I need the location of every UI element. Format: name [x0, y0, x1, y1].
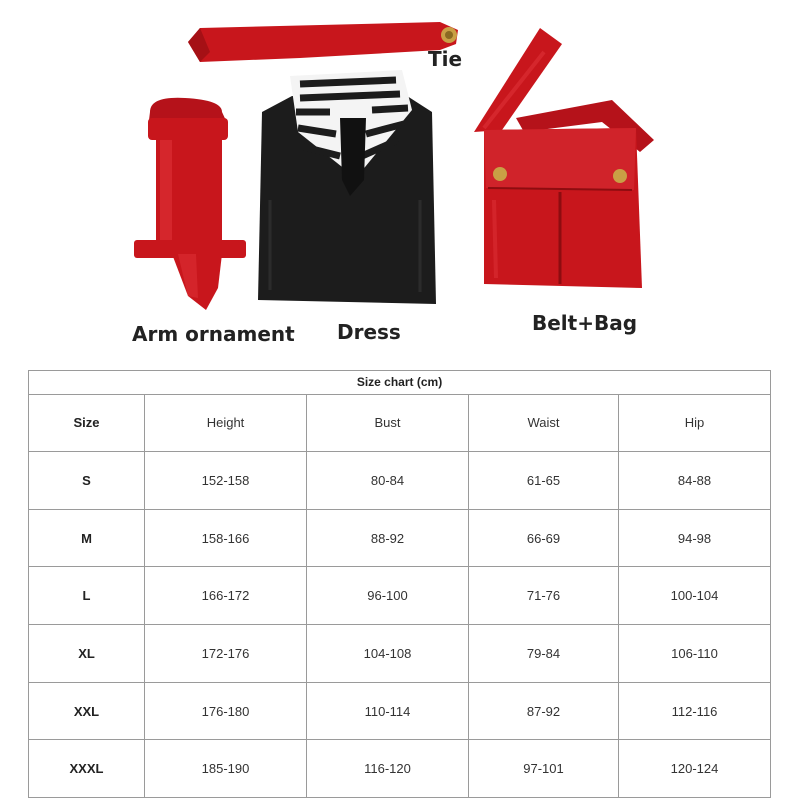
hip-cell: 84-88: [619, 452, 771, 510]
size-cell: XXL: [29, 682, 145, 740]
hip-cell: 100-104: [619, 567, 771, 625]
waist-cell: 66-69: [469, 509, 619, 567]
product-photo-area: [0, 0, 800, 360]
bust-cell: 104-108: [307, 625, 469, 683]
tie-image: [188, 22, 458, 62]
belt-bag-caption: Belt+Bag: [532, 311, 638, 335]
waist-cell: 97-101: [469, 740, 619, 798]
size-chart-title: Size chart (cm): [29, 371, 771, 395]
header-waist: Waist: [469, 394, 619, 452]
table-row: [29, 567, 771, 625]
table-row: [29, 682, 771, 740]
bust-cell: 110-114: [307, 682, 469, 740]
height-cell: 172-176: [145, 625, 307, 683]
table-row: [29, 625, 771, 683]
table-row: [29, 452, 771, 510]
hip-cell: 120-124: [619, 740, 771, 798]
hip-cell: 94-98: [619, 509, 771, 567]
height-cell: 158-166: [145, 509, 307, 567]
size-cell: XXXL: [29, 740, 145, 798]
waist-cell: 79-84: [469, 625, 619, 683]
product-illustration: [0, 0, 800, 360]
table-row: [29, 740, 771, 798]
bust-cell: 96-100: [307, 567, 469, 625]
height-cell: 176-180: [145, 682, 307, 740]
bust-cell: 88-92: [307, 509, 469, 567]
dress-image: [258, 70, 436, 304]
header-bust: Bust: [307, 394, 469, 452]
arm-ornament-caption: Arm ornament: [132, 322, 295, 346]
bust-cell: 80-84: [307, 452, 469, 510]
size-cell: S: [29, 452, 145, 510]
tie-caption: Tie: [428, 47, 463, 71]
hip-cell: 112-116: [619, 682, 771, 740]
size-cell: L: [29, 567, 145, 625]
waist-cell: 87-92: [469, 682, 619, 740]
table-row: [29, 509, 771, 567]
bust-cell: 116-120: [307, 740, 469, 798]
hip-cell: 106-110: [619, 625, 771, 683]
arm-ornament-image: [134, 98, 246, 310]
height-cell: 152-158: [145, 452, 307, 510]
header-size: Size: [29, 394, 145, 452]
size-chart-table: [28, 370, 771, 798]
height-cell: 166-172: [145, 567, 307, 625]
dress-caption: Dress: [337, 320, 401, 344]
size-cell: M: [29, 509, 145, 567]
header-height: Height: [145, 394, 307, 452]
belt-bag-image: [474, 28, 654, 288]
header-hip: Hip: [619, 394, 771, 452]
height-cell: 185-190: [145, 740, 307, 798]
size-cell: XL: [29, 625, 145, 683]
waist-cell: 61-65: [469, 452, 619, 510]
table-header-row: [29, 394, 771, 452]
waist-cell: 71-76: [469, 567, 619, 625]
